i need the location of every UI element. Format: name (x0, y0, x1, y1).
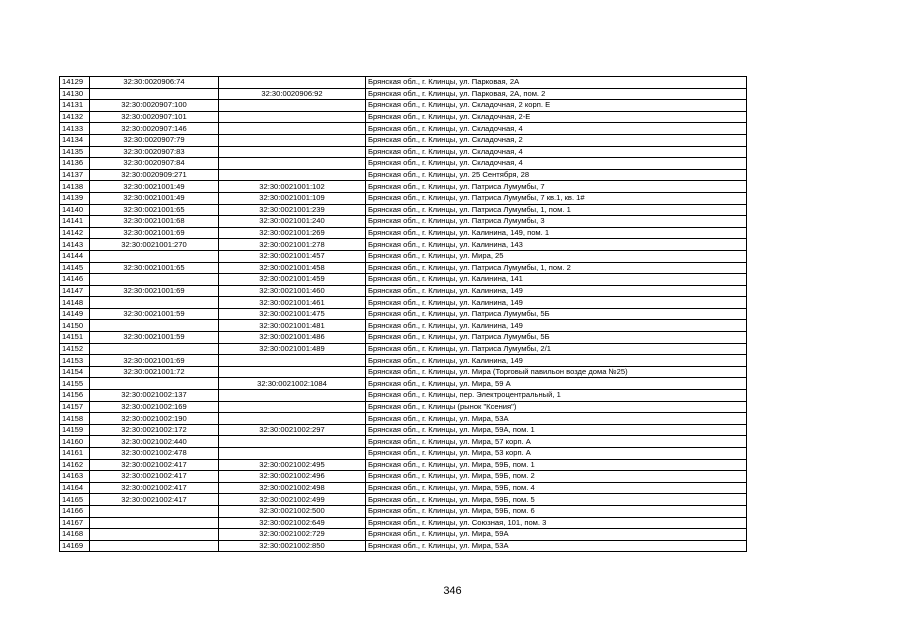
row-number: 14143 (60, 239, 90, 251)
row-number: 14138 (60, 181, 90, 193)
parcel-cadastral-number (90, 297, 219, 309)
row-number: 14147 (60, 285, 90, 297)
table-row (60, 169, 747, 181)
address: Брянская обл., г. Клинцы, ул. Калинина, 149 (366, 355, 747, 367)
address: Брянская обл., г. Клинцы, ул. Калинина, 141 (366, 274, 747, 286)
building-cadastral-number: 32:30:0021001:475 (219, 308, 366, 320)
building-cadastral-number: 32:30:0021001:461 (219, 297, 366, 309)
row-number: 14151 (60, 332, 90, 344)
parcel-cadastral-number: 32:30:0021002:417 (90, 459, 219, 471)
row-number: 14157 (60, 401, 90, 413)
table-row (60, 413, 747, 425)
parcel-cadastral-number: 32:30:0021002:137 (90, 390, 219, 402)
table-row (60, 262, 747, 274)
table-row (60, 436, 747, 448)
row-number: 14161 (60, 448, 90, 460)
building-cadastral-number (219, 100, 366, 112)
address: Брянская обл., г. Клинцы, ул. Калинина, 149, пом. 1 (366, 227, 747, 239)
parcel-cadastral-number: 32:30:0021001:69 (90, 285, 219, 297)
building-cadastral-number: 32:30:0021002:649 (219, 517, 366, 529)
address: Брянская обл., г. Клинцы, ул. Мира, 53 корп. А (366, 448, 747, 460)
table-row (60, 146, 747, 158)
building-cadastral-number: 32:30:0021001:278 (219, 239, 366, 251)
address: Брянская обл., г. Клинцы, ул. Калинина, 143 (366, 239, 747, 251)
table-row (60, 343, 747, 355)
row-number: 14158 (60, 413, 90, 425)
parcel-cadastral-number: 32:30:0021001:69 (90, 355, 219, 367)
parcel-cadastral-number (90, 274, 219, 286)
table-row (60, 529, 747, 541)
row-number: 14166 (60, 505, 90, 517)
parcel-cadastral-number: 32:30:0020907:146 (90, 123, 219, 135)
address: Брянская обл., г. Клинцы, ул. Складочная, 4 (366, 123, 747, 135)
address: Брянская обл., г. Клинцы, ул. Патриса Лумумбы, 7 кв.1, кв. 1# (366, 192, 747, 204)
row-number: 14153 (60, 355, 90, 367)
row-number: 14139 (60, 192, 90, 204)
table-row (60, 320, 747, 332)
table-row (60, 297, 747, 309)
table-row (60, 134, 747, 146)
address: Брянская обл., г. Клинцы, ул. Мира, 59А, пом. 1 (366, 424, 747, 436)
address: Брянская обл., г. Клинцы (рынок "Ксения") (366, 401, 747, 413)
table-row (60, 494, 747, 506)
parcel-cadastral-number: 32:30:0021001:49 (90, 181, 219, 193)
parcel-cadastral-number (90, 517, 219, 529)
row-number: 14163 (60, 471, 90, 483)
address: Брянская обл., г. Клинцы, ул. Мира, 57 корп. А (366, 436, 747, 448)
building-cadastral-number (219, 413, 366, 425)
address: Брянская обл., г. Клинцы, ул. Мира (Торговый павильон возде дома №25) (366, 366, 747, 378)
parcel-cadastral-number: 32:30:0020909:271 (90, 169, 219, 181)
table-row (60, 505, 747, 517)
row-number: 14136 (60, 158, 90, 170)
table-row (60, 204, 747, 216)
building-cadastral-number: 32:30:0021002:297 (219, 424, 366, 436)
address: Брянская обл., г. Клинцы, ул. Патриса Лумумбы, 1, пом. 2 (366, 262, 747, 274)
parcel-cadastral-number: 32:30:0021002:417 (90, 482, 219, 494)
building-cadastral-number: 32:30:0021002:499 (219, 494, 366, 506)
table-row (60, 355, 747, 367)
building-cadastral-number: 32:30:0021002:496 (219, 471, 366, 483)
parcel-cadastral-number: 32:30:0020906:74 (90, 77, 219, 89)
building-cadastral-number: 32:30:0021001:109 (219, 192, 366, 204)
row-number: 14145 (60, 262, 90, 274)
address: Брянская обл., г. Клинцы, ул. 25 Сентября, 28 (366, 169, 747, 181)
building-cadastral-number (219, 158, 366, 170)
row-number: 14168 (60, 529, 90, 541)
address: Брянская обл., г. Клинцы, ул. Складочная, 2 корп. Е (366, 100, 747, 112)
row-number: 14169 (60, 540, 90, 552)
row-number: 14144 (60, 250, 90, 262)
row-number: 14162 (60, 459, 90, 471)
address: Брянская обл., г. Клинцы, ул. Парковая, 2А, пом. 2 (366, 88, 747, 100)
parcel-cadastral-number (90, 88, 219, 100)
address: Брянская обл., г. Клинцы, ул. Калинина, 149 (366, 297, 747, 309)
address: Брянская обл., г. Клинцы, ул. Калинина, 149 (366, 320, 747, 332)
building-cadastral-number: 32:30:0021001:239 (219, 204, 366, 216)
table-row (60, 390, 747, 402)
parcel-cadastral-number (90, 540, 219, 552)
table-row (60, 448, 747, 460)
row-number: 14148 (60, 297, 90, 309)
address: Брянская обл., г. Клинцы, ул. Складочная, 4 (366, 146, 747, 158)
table-body (60, 77, 747, 552)
building-cadastral-number: 32:30:0021002:850 (219, 540, 366, 552)
address: Брянская обл., г. Клинцы, ул. Мира, 53А (366, 413, 747, 425)
table-row (60, 482, 747, 494)
row-number: 14160 (60, 436, 90, 448)
building-cadastral-number: 32:30:0021001:102 (219, 181, 366, 193)
parcel-cadastral-number: 32:30:0021001:65 (90, 262, 219, 274)
table-row (60, 540, 747, 552)
parcel-cadastral-number: 32:30:0021002:169 (90, 401, 219, 413)
address: Брянская обл., г. Клинцы, ул. Складочная, 4 (366, 158, 747, 170)
row-number: 14130 (60, 88, 90, 100)
parcel-cadastral-number (90, 320, 219, 332)
building-cadastral-number (219, 169, 366, 181)
table-row (60, 250, 747, 262)
row-number: 14167 (60, 517, 90, 529)
building-cadastral-number (219, 111, 366, 123)
row-number: 14164 (60, 482, 90, 494)
table-row (60, 366, 747, 378)
parcel-cadastral-number: 32:30:0021001:72 (90, 366, 219, 378)
parcel-cadastral-number: 32:30:0020907:83 (90, 146, 219, 158)
row-number: 14152 (60, 343, 90, 355)
address: Брянская обл., г. Клинцы, ул. Патриса Лумумбы, 1, пом. 1 (366, 204, 747, 216)
table-row (60, 192, 747, 204)
table-row (60, 216, 747, 228)
table-row (60, 459, 747, 471)
building-cadastral-number: 32:30:0020906:92 (219, 88, 366, 100)
table-row (60, 424, 747, 436)
address: Брянская обл., г. Клинцы, пер. Электроцентральный, 1 (366, 390, 747, 402)
table-row (60, 274, 747, 286)
parcel-cadastral-number: 32:30:0021001:65 (90, 204, 219, 216)
address: Брянская обл., г. Клинцы, ул. Парковая, 2А (366, 77, 747, 89)
building-cadastral-number (219, 146, 366, 158)
address: Брянская обл., г. Клинцы, ул. Складочная, 2-Е (366, 111, 747, 123)
address: Брянская обл., г. Клинцы, ул. Калинина, 149 (366, 285, 747, 297)
table-row (60, 100, 747, 112)
address: Брянская обл., г. Клинцы, ул. Патриса Лумумбы, 5Б (366, 332, 747, 344)
table-row (60, 123, 747, 135)
address: Брянская обл., г. Клинцы, ул. Мира, 59Б, пом. 5 (366, 494, 747, 506)
building-cadastral-number (219, 77, 366, 89)
row-number: 14142 (60, 227, 90, 239)
row-number: 14140 (60, 204, 90, 216)
row-number: 14134 (60, 134, 90, 146)
address: Брянская обл., г. Клинцы, ул. Мира, 25 (366, 250, 747, 262)
parcel-cadastral-number: 32:30:0021002:478 (90, 448, 219, 460)
address: Брянская обл., г. Клинцы, ул. Патриса Лумумбы, 7 (366, 181, 747, 193)
page-number: 346 (443, 585, 462, 597)
table-row (60, 285, 747, 297)
row-number: 14137 (60, 169, 90, 181)
parcel-cadastral-number: 32:30:0020907:84 (90, 158, 219, 170)
row-number: 14150 (60, 320, 90, 332)
parcel-cadastral-number: 32:30:0020907:79 (90, 134, 219, 146)
row-number: 14131 (60, 100, 90, 112)
property-registry-table (59, 76, 747, 552)
building-cadastral-number: 32:30:0021002:729 (219, 529, 366, 541)
row-number: 14155 (60, 378, 90, 390)
address: Брянская обл., г. Клинцы, ул. Союзная, 101, пом. 3 (366, 517, 747, 529)
row-number: 14149 (60, 308, 90, 320)
building-cadastral-number: 32:30:0021001:269 (219, 227, 366, 239)
building-cadastral-number (219, 123, 366, 135)
parcel-cadastral-number: 32:30:0021002:190 (90, 413, 219, 425)
building-cadastral-number (219, 355, 366, 367)
parcel-cadastral-number: 32:30:0020907:101 (90, 111, 219, 123)
row-number: 14133 (60, 123, 90, 135)
parcel-cadastral-number: 32:30:0021002:417 (90, 471, 219, 483)
row-number: 14165 (60, 494, 90, 506)
table-row (60, 227, 747, 239)
address: Брянская обл., г. Клинцы, ул. Мира, 59Б, пом. 1 (366, 459, 747, 471)
table-row (60, 77, 747, 89)
building-cadastral-number: 32:30:0021001:460 (219, 285, 366, 297)
table-row (60, 308, 747, 320)
row-number: 14135 (60, 146, 90, 158)
table-row (60, 332, 747, 344)
building-cadastral-number: 32:30:0021002:498 (219, 482, 366, 494)
building-cadastral-number: 32:30:0021002:495 (219, 459, 366, 471)
table-row (60, 88, 747, 100)
row-number: 14154 (60, 366, 90, 378)
parcel-cadastral-number (90, 529, 219, 541)
address: Брянская обл., г. Клинцы, ул. Мира, 53А (366, 540, 747, 552)
parcel-cadastral-number: 32:30:0021002:172 (90, 424, 219, 436)
parcel-cadastral-number (90, 343, 219, 355)
building-cadastral-number (219, 448, 366, 460)
row-number: 14159 (60, 424, 90, 436)
building-cadastral-number: 32:30:0021001:459 (219, 274, 366, 286)
parcel-cadastral-number (90, 250, 219, 262)
address: Брянская обл., г. Клинцы, ул. Патриса Лумумбы, 2/1 (366, 343, 747, 355)
address: Брянская обл., г. Клинцы, ул. Мира, 59 А (366, 378, 747, 390)
address: Брянская обл., г. Клинцы, ул. Мира, 59Б, пом. 4 (366, 482, 747, 494)
table-row (60, 471, 747, 483)
parcel-cadastral-number: 32:30:0021002:417 (90, 494, 219, 506)
row-number: 14141 (60, 216, 90, 228)
building-cadastral-number: 32:30:0021001:458 (219, 262, 366, 274)
building-cadastral-number: 32:30:0021002:1084 (219, 378, 366, 390)
parcel-cadastral-number: 32:30:0020907:100 (90, 100, 219, 112)
building-cadastral-number: 32:30:0021001:489 (219, 343, 366, 355)
row-number: 14156 (60, 390, 90, 402)
parcel-cadastral-number (90, 378, 219, 390)
building-cadastral-number (219, 390, 366, 402)
building-cadastral-number: 32:30:0021001:481 (219, 320, 366, 332)
building-cadastral-number: 32:30:0021001:457 (219, 250, 366, 262)
table-row (60, 378, 747, 390)
table-row (60, 401, 747, 413)
building-cadastral-number (219, 401, 366, 413)
parcel-cadastral-number: 32:30:0021001:68 (90, 216, 219, 228)
table-row (60, 239, 747, 251)
table-row (60, 517, 747, 529)
parcel-cadastral-number (90, 505, 219, 517)
table-row (60, 158, 747, 170)
address: Брянская обл., г. Клинцы, ул. Мира, 59Б, пом. 2 (366, 471, 747, 483)
row-number: 14132 (60, 111, 90, 123)
building-cadastral-number (219, 436, 366, 448)
address: Брянская обл., г. Клинцы, ул. Складочная, 2 (366, 134, 747, 146)
parcel-cadastral-number: 32:30:0021001:69 (90, 227, 219, 239)
parcel-cadastral-number: 32:30:0021002:440 (90, 436, 219, 448)
address: Брянская обл., г. Клинцы, ул. Мира, 59А (366, 529, 747, 541)
building-cadastral-number (219, 366, 366, 378)
building-cadastral-number: 32:30:0021001:486 (219, 332, 366, 344)
parcel-cadastral-number: 32:30:0021001:59 (90, 332, 219, 344)
row-number: 14129 (60, 77, 90, 89)
building-cadastral-number (219, 134, 366, 146)
building-cadastral-number: 32:30:0021001:240 (219, 216, 366, 228)
parcel-cadastral-number: 32:30:0021001:270 (90, 239, 219, 251)
parcel-cadastral-number: 32:30:0021001:49 (90, 192, 219, 204)
row-number: 14146 (60, 274, 90, 286)
table-row (60, 111, 747, 123)
table-row (60, 181, 747, 193)
parcel-cadastral-number: 32:30:0021001:59 (90, 308, 219, 320)
building-cadastral-number: 32:30:0021002:500 (219, 505, 366, 517)
address: Брянская обл., г. Клинцы, ул. Патриса Лумумбы, 3 (366, 216, 747, 228)
address: Брянская обл., г. Клинцы, ул. Мира, 59Б, пом. 6 (366, 505, 747, 517)
address: Брянская обл., г. Клинцы, ул. Патриса Лумумбы, 5Б (366, 308, 747, 320)
